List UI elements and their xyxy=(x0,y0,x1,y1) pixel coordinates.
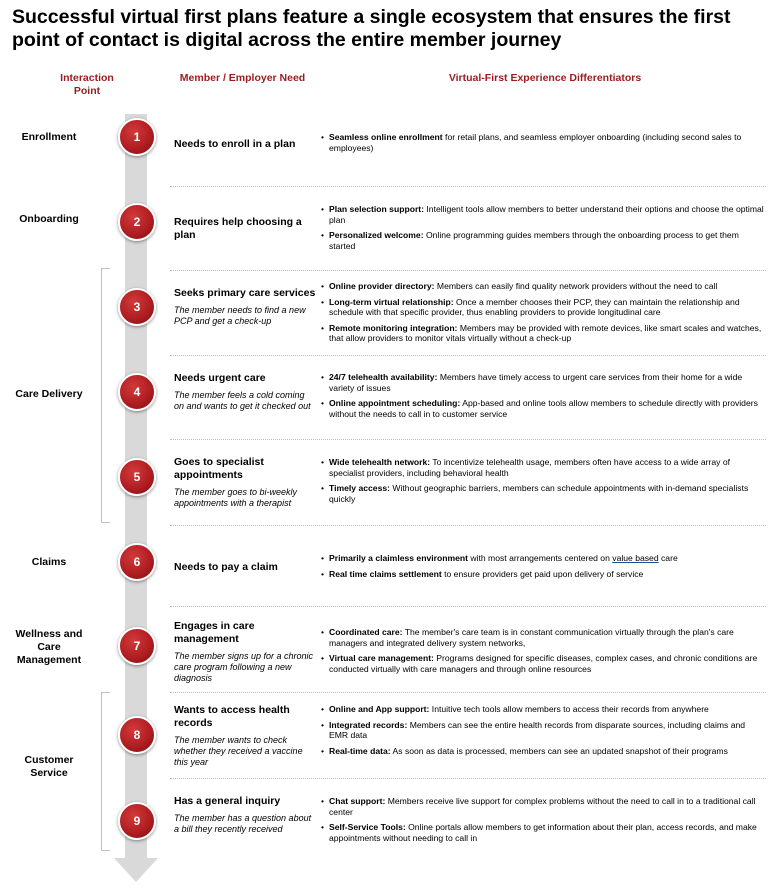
need-block xyxy=(174,795,316,835)
ip-care-delivery: Care Delivery xyxy=(15,388,83,400)
differentiator-list xyxy=(320,457,766,509)
need-title: Has a general inquiry xyxy=(174,795,281,807)
step-circle: 9 xyxy=(118,802,156,840)
need-title: Seeks primary care services xyxy=(174,287,316,299)
row-separator xyxy=(170,606,766,607)
row-separator xyxy=(170,355,766,356)
need-title: Goes to specialist appointments xyxy=(174,456,264,481)
differentiator-list xyxy=(320,281,766,349)
need-block xyxy=(174,620,316,684)
differentiator-item: • 24/7 telehealth availability: Members have timely access to urgent care services from their home for a wide variety of issues xyxy=(320,372,766,393)
differentiator-item: • Online appointment scheduling: App-based and online tools allow members to schedule directly with providers without the needs to call in to customer service xyxy=(320,398,766,419)
differentiator-item: • Self-Service Tools: Online portals allow members to get information about their plan, access records, and make appointments without needing to call in xyxy=(320,822,766,843)
differentiator-item: • Remote monitoring integration: Members may be provided with remote devices, like smart scales and watches, that allow providers to monitor vitals virtually without a check-up xyxy=(320,323,766,344)
step-circle: 8 xyxy=(118,716,156,754)
need-title: Needs to enroll in a plan xyxy=(174,138,296,150)
header-interaction-point: Interaction Point xyxy=(60,72,114,97)
row-separator xyxy=(170,525,766,526)
differentiator-list xyxy=(320,796,766,848)
step-circle: 6 xyxy=(118,543,156,581)
need-title: Needs to pay a claim xyxy=(174,561,278,573)
differentiator-item: • Long-term virtual relationship: Once a member chooses their PCP, they can maintain the relationship and schedule with that specific provider, thus enabling providers to provide longitudinal care xyxy=(320,297,766,318)
care-delivery-bracket xyxy=(101,268,110,523)
journey-arrow-head xyxy=(114,858,158,882)
need-block xyxy=(174,704,316,768)
differentiator-item: • Personalized welcome: Online programming guides members through the onboarding process to get them started xyxy=(320,230,766,251)
differentiator-item: • Timely access: Without geographic barriers, members can schedule appointments with in-demand specialists quickly xyxy=(320,483,766,504)
differentiator-list xyxy=(320,553,766,584)
need-block xyxy=(174,456,316,509)
value-based-link[interactable]: value based xyxy=(612,553,659,563)
need-description: The member needs to find a new PCP and get a check-up xyxy=(174,305,306,326)
need-title: Wants to access health records xyxy=(174,704,290,729)
page-title: Successful virtual first plans feature a single ecosystem that ensures the first point of contact is digital across the entire member journey xyxy=(12,6,731,51)
differentiator-item: • Seamless online enrollment for retail plans, and seamless employer onboarding (including second sales to employees) xyxy=(320,132,766,153)
ip-enrollment: Enrollment xyxy=(21,131,77,143)
ip-onboarding: Onboarding xyxy=(19,213,79,225)
step-circle: 2 xyxy=(118,203,156,241)
header-need: Member / Employer Need xyxy=(179,72,306,84)
header-differentiators: Virtual-First Experience Differentiators xyxy=(448,72,642,84)
ip-claims: Claims xyxy=(31,556,67,568)
step-circle: 1 xyxy=(118,118,156,156)
differentiator-list xyxy=(320,204,766,256)
differentiator-list xyxy=(320,704,766,761)
need-description: The member wants to check whether they received a vaccine this year xyxy=(174,735,303,767)
ip-customer-service: Customer Service xyxy=(24,754,74,779)
row-separator xyxy=(170,186,766,187)
differentiator-list xyxy=(320,132,766,158)
differentiator-item: • Real time claims settlement to ensure providers get paid upon delivery of service xyxy=(320,569,766,580)
differentiator-list xyxy=(320,627,766,679)
step-circle: 3 xyxy=(118,288,156,326)
differentiator-item: • Coordinated care: The member's care team is in constant communication virtually through the plan's care managers and integrated delivery system networks, xyxy=(320,627,766,648)
differentiator-item: • Virtual care management: Programs designed for specific diseases, complex cases, and chronic conditions are conducted virtually with care managers and through online resources xyxy=(320,653,766,674)
need-description: The member signs up for a chronic care program following a new diagnosis xyxy=(174,651,314,683)
need-block xyxy=(174,216,316,242)
row-separator xyxy=(170,778,766,779)
differentiator-item: • Online and App support: Intuitive tech tools allow members to access their records from anywhere xyxy=(320,704,766,715)
need-title: Engages in care management xyxy=(174,620,255,645)
differentiator-item: • Online provider directory: Members can easily find quality network providers without the need to call xyxy=(320,281,766,292)
differentiator-item: • Real-time data: As soon as data is processed, members can see an updated snapshot of their programs xyxy=(320,746,766,757)
need-description: The member feels a cold coming on and wants to get it checked out xyxy=(174,390,311,411)
row-separator xyxy=(170,439,766,440)
need-block xyxy=(174,287,316,327)
differentiator-item: • Integrated records: Members can see the entire health records from disparate sources, including claims and EMR data xyxy=(320,720,766,741)
need-title: Requires help choosing a plan xyxy=(174,216,302,241)
need-block xyxy=(174,372,316,412)
differentiator-item: • Plan selection support: Intelligent tools allow members to better understand their options and choose the optimal plan xyxy=(320,204,766,225)
need-title: Needs urgent care xyxy=(174,372,266,384)
differentiator-item: • Primarily a claimless environment with most arrangements centered on value based care xyxy=(320,553,766,564)
ip-wellness: Wellness and Care Management xyxy=(15,628,83,666)
step-circle: 7 xyxy=(118,627,156,665)
need-description: The member goes to bi-weekly appointments with a therapist xyxy=(174,487,298,508)
need-block xyxy=(174,561,316,574)
row-separator xyxy=(170,270,766,271)
differentiator-item: • Wide telehealth network: To incentivize telehealth usage, members often have access to a wide array of specialist providers, including behavioral health xyxy=(320,457,766,478)
need-block xyxy=(174,138,316,151)
row-separator xyxy=(170,692,766,693)
step-circle: 4 xyxy=(118,373,156,411)
differentiator-list xyxy=(320,372,766,424)
need-description: The member has a question about a bill they recently received xyxy=(174,813,312,834)
customer-service-bracket xyxy=(101,692,110,851)
step-circle: 5 xyxy=(118,458,156,496)
differentiator-item: • Chat support: Members receive live support for complex problems without the need to call in to a traditional call center xyxy=(320,796,766,817)
